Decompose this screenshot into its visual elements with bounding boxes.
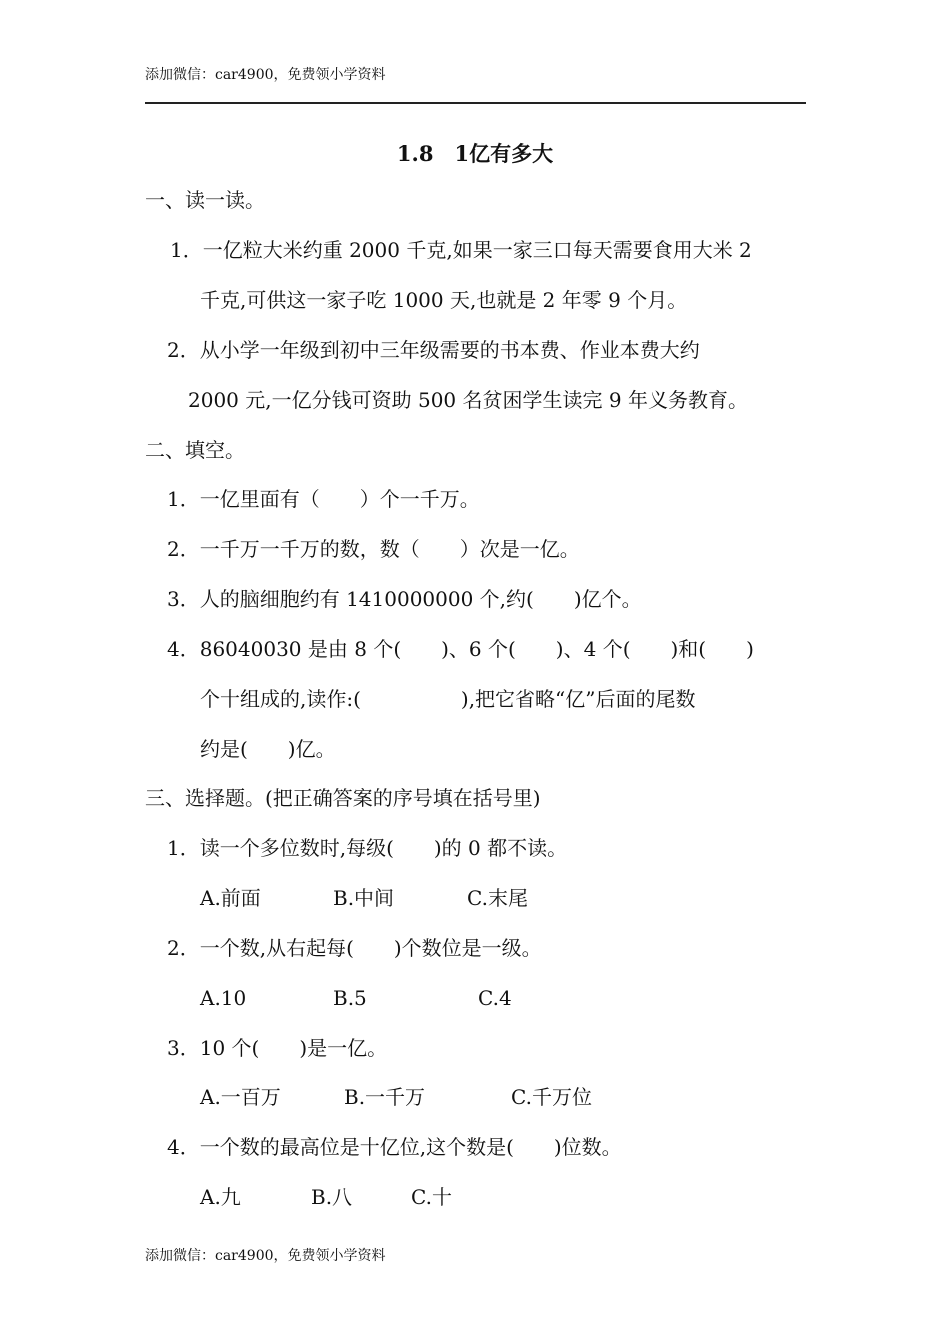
section3-q4-option-a: A.九 bbox=[200, 1185, 241, 1209]
section1-q1-line2: 千克,可供这一家子吃 1000 天,也就是 2 年零 9 个月。 bbox=[200, 288, 688, 312]
footer-note: 添加微信：car4900，免费领小学资料 bbox=[145, 1248, 386, 1264]
section2-q4-line1: 4．86040030 是由 8 个( )、6 个( )、4 个( )和( ) bbox=[167, 637, 754, 661]
section3-q1-option-b: B.中间 bbox=[333, 886, 395, 910]
header-divider bbox=[145, 102, 806, 104]
header-note: 添加微信：car4900，免费领小学资料 bbox=[145, 67, 386, 83]
section2-q4-line3: 约是( )亿。 bbox=[200, 737, 336, 761]
section1-q1-line1: 1．一亿粒大米约重 2000 千克,如果一家三口每天需要食用大米 2 bbox=[170, 238, 752, 262]
section3-q3-option-c: C.千万位 bbox=[511, 1085, 592, 1109]
section3-q3-option-a: A.一百万 bbox=[200, 1085, 281, 1109]
section3-q2-option-a: A.10 bbox=[200, 986, 247, 1010]
section3-heading: 三、选择题。(把正确答案的序号填在括号里) bbox=[145, 786, 541, 810]
section3-q1-option-c: C.末尾 bbox=[467, 886, 528, 910]
section1-q2-line2: 2000 元,一亿分钱可资助 500 名贫困学生读完 9 年义务教育。 bbox=[188, 388, 748, 412]
section2-q1: 1．一亿里面有（ ）个一千万。 bbox=[167, 487, 480, 511]
section3-q4: 4．一个数的最高位是十亿位,这个数是( )位数。 bbox=[167, 1135, 622, 1159]
section2-q4-line2: 个十组成的,读作:( ),把它省略“亿”后面的尾数 bbox=[200, 687, 696, 711]
section2-q2: 2．一千万一千万的数，数（ ）次是一亿。 bbox=[167, 537, 580, 561]
section2-q3: 3．人的脑细胞约有 1410000000 个,约( )亿个。 bbox=[167, 587, 642, 611]
section3-q3: 3．10 个( )是一亿。 bbox=[167, 1036, 388, 1060]
section3-q4-option-c: C.十 bbox=[411, 1185, 452, 1209]
section3-q4-option-b: B.八 bbox=[311, 1185, 353, 1209]
section3-q2-option-b: B.5 bbox=[333, 986, 367, 1010]
section2-heading: 二、填空。 bbox=[145, 438, 245, 462]
section3-q1: 1．读一个多位数时,每级( )的 0 都不读。 bbox=[167, 836, 568, 860]
section1-q2-line1: 2．从小学一年级到初中三年级需要的书本费、作业本费大约 bbox=[167, 338, 700, 362]
section3-q3-option-b: B.一千万 bbox=[344, 1085, 426, 1109]
section3-q2-option-c: C.4 bbox=[478, 986, 512, 1010]
section3-q1-option-a: A.前面 bbox=[200, 886, 261, 910]
section1-heading: 一、读一读。 bbox=[145, 188, 265, 212]
page-title: 1.8 1亿有多大 bbox=[396, 141, 554, 166]
section3-q2: 2．一个数,从右起每( )个数位是一级。 bbox=[167, 936, 542, 960]
